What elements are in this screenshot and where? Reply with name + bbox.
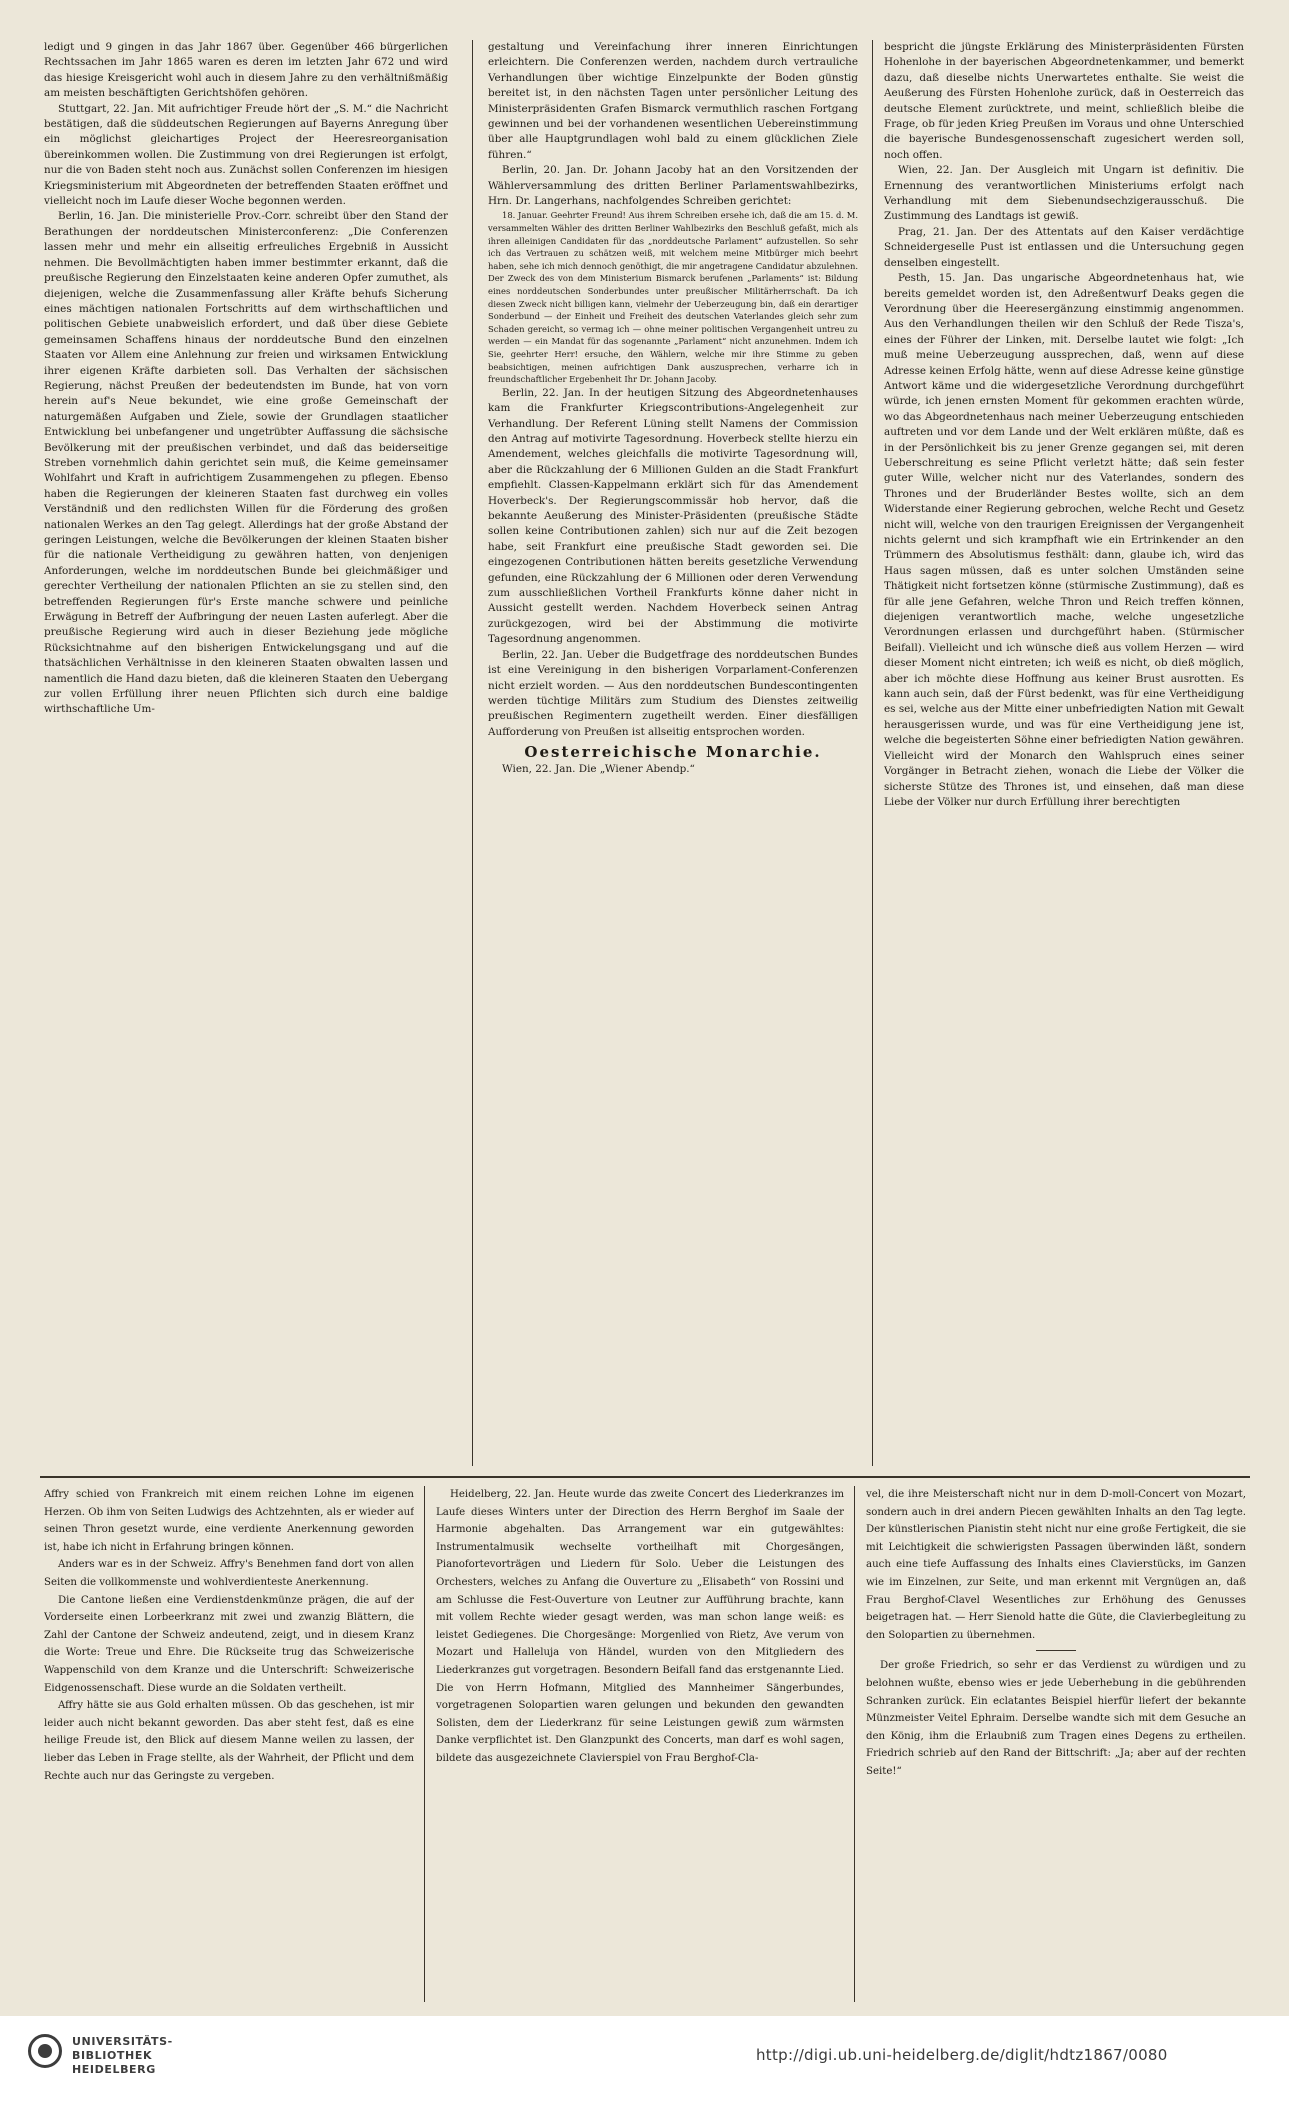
logo-line: HEIDELBERG <box>72 2063 156 2076</box>
paragraph: Berlin, 20. Jan. Dr. Johann Jacoby hat an den Vorsitzenden der Wählerversammlung des dritten Berliner Parlamentswahlbezirks, Hrn. Dr. Langerhans, nachfolgendes Schreiben gerichtet: <box>488 164 858 208</box>
paragraph: Wien, 22. Jan. Die „Wiener Abendp.“ <box>502 763 695 776</box>
column-divider <box>472 40 473 1466</box>
paragraph: gestaltung und Vereinfachung ihrer inneren Einrichtungen erleichtern. Die Conferenzen werden, nachdem durch vertrauliche Verhandlungen über wichtige Einzelpunkte der Boden günstig bereitet ist, in den nächsten Tagen unter persönlicher Leitung des Ministerpräsidenten Grafen Bismarck vermuthlich raschen Fortgang gewinnen und bei der vorhandenen wesentlichen Uebereinstimmung über alle Hauptgrundlagen wohl bald zu einem glücklichen Ziele führen.“ <box>488 41 858 161</box>
section-heading: Oesterreichische Monarchie. <box>524 743 822 762</box>
library-footer <box>0 2016 1289 2114</box>
paragraph: Die Cantone ließen eine Verdienstdenkmünze prägen, die auf der Vorderseite einen Lorbeerkranz mit zwei und zwanzig Blättern, die Zahl der Cantone der Schweiz andeutend, zeigt, und in diesem Kranz die Worte: Treue und Ehre. Die Rückseite trug das Schweizerische Wappenschild von dem Kranze und die Unterschrift: Schweizerische Eidgenossenschaft. Diese wurde an die Soldaten vertheilt. <box>44 1594 414 1694</box>
paragraph: Pesth, 15. Jan. Das ungarische Abgeordnetenhaus hat, wie bereits gemeldet worden ist, den Adreßentwurf Deaks gegen die Verordnung über die Heeresergänzung einstimmig angenommen. Aus den Verhandlungen theilen wir den Schluß der Rede Tisza's, eines der Führer der Linken, mit. Derselbe lautet wie folgt: „Ich muß meine Ueberzeugung aussprechen, daß, wenn auf diese Adresse keinen Erfolg hätte, wenn auf diese Adresse keine günstige Antwort käme und die widergesetzliche Verordnung durchgeführt würde, ich jenen ernsten Moment für gekommen erachten würde, wo das Abgeordnetenhaus nach meiner Ueberzeugung entschieden auftreten und vor dem Lande und der Welt erklären müßte, daß es in der Persönlichkeit bis zu jener Grenze gegangen sei, mit deren Ueberschreitung es seine Pflicht verletzt hätte; daß sein fester guter Wille, welcher nicht nur des Vaterlandes, sondern des Thrones und der Bruderländer Bestes wollte, sich an dem Widerstande einer Regierung gebrochen, welche Recht und Gesetz nicht will, welche von den traurigen Ereignissen der Vergangenheit nichts gelernt und sich krampfhaft wie ein Ertrinkender an den Trümmern des Absolutismus festhält: dann, glaube ich, wird das Haus sagen müssen, daß es unter solchen Umständen seine Thätigkeit nicht fortsetzen könne (stürmische Zustimmung), daß es für alle jene Gefahren, welche Thron und Reich treffen können, diejenigen verantwortlich mache, welche ungesetzliche Verordnungen erlassen und durchgeführt haben. (Stürmischer Beifall). Vielleicht und ich wünsche dieß aus vollem Herzen — wird dieser Moment nicht eintreten; ich weiß es nicht, ob dieß möglich, aber ich möchte diese Hoffnung aus keiner Brust ausrotten. Es kann auch sein, daß der Fürst bedenkt, was für eine Vertheidigung es sei, welche aus der Mitte einer unbefriedigten Nation mit Gewalt herausgerissen wurde, und was für eine Vertheidigung jene ist, welche die begeisterten Söhne einer befriedigten Nation gewähren. Vielleicht wird der Monarch den Wahlspruch eines seiner Vorgänger in Betracht ziehen, wonach die Liebe der Völker die sicherste Stütze des Thrones ist, und einsehen, daß man diese Liebe der Völker nur durch Erfüllung ihrer berechtigten <box>884 272 1244 808</box>
paragraph: vel, die ihre Meisterschaft nicht nur in dem D-moll-Concert von Mozart, sondern auch in drei andern Piecen gewählten Inhalts an den Tag legte. Der künstlerischen Pianistin steht nicht nur eine große Fertigkeit, die sie mit Leichtigkeit die schwierigsten Passagen überwinden läßt, sondern auch eine tiefe Auffassung des Inhalts eines Clavierstücks, im Ganzen wie im Einzelnen, zur Seite, und man erkennt mit Vergnügen an, daß Frau Berghof-Clavel Wesentliches zur Erhöhung des Genusses beigetragen hat. — Herr Sienold hatte die Güte, die Clavierbegleitung zu den Solopartien zu übernehmen. <box>866 1489 1246 1641</box>
jacoby-letter: 18. Januar. Geehrter Freund! Aus ihrem Schreiben ersehe ich, daß die am 15. d. M. versammelten Wähler des dritten Berliner Wahlbezirks den Beschluß gefaßt, mich als ihren alleinigen Candidaten für das „norddeutsche Parlament“ aufzustellen. So sehr ich das Vertrauen zu schätzen weiß, mit welchem meine Mitbürger mich beehrt haben, sehe ich mich dennoch genöthigt, die mir angetragene Candidatur abzulehnen. Der Zweck des von dem Ministerium Bismarck berufenen „Parlaments“ ist: Bildung eines norddeutschen Sonderbundes unter preußischer Militärherrschaft. Da ich diesen Zweck nicht billigen kann, vielmehr der Ueberzeugung bin, daß ein derartiger Sonderbund — der Einheit und Freiheit des deutschen Vaterlandes gleich sehr zum Schaden gereicht, so vermag ich — ohne meiner politischen Vergangenheit untreu zu werden — ein Mandat für das sogenannte „Parlament“ nicht anzunehmen. Indem ich Sie, geehrter Herr! ersuche, den Wählern, welche mir ihre Stimme zu geben beabsichtigen, meinen aufrichtigen Dank auszusprechen, verharre ich in freundschaftlicher Ergebenheit Ihr Dr. Johann Jacoby. <box>488 210 858 385</box>
library-logo-icon <box>28 2034 62 2068</box>
paragraph: Prag, 21. Jan. Der des Attentats auf den Kaiser verdächtige Schneidergeselle Pust ist entlassen und die Untersuchung gegen denselben eingestellt. <box>884 225 1244 269</box>
paragraph: Der große Friedrich, so sehr er das Verdienst zu würdigen und zu belohnen wußte, ebenso wies er jede Ueberhebung in die gebührenden Schranken zurück. Ein eclatantes Beispiel hierfür liefert der bekannte Münzmeister Veitel Ephraim. Derselbe wandte sich mit dem Gesuche an den König, ihm die Erlaubniß zum Tragen eines Degens zu ertheilen. Friedrich schrieb auf den Rand der Bittschrift: „Ja; aber auf der rechten Seite!“ <box>866 1660 1246 1777</box>
paragraph: Anders war es in der Schweiz. Affry's Benehmen fand dort von allen Seiten die vollkommenste und wohlverdienteste Anerkennung. <box>44 1559 414 1588</box>
paragraph: bespricht die jüngste Erklärung des Ministerpräsidenten Fürsten Hohenlohe in der bayerischen Abgeordnetenkammer, und bemerkt dazu, daß dieselbe nichts Unerwartetes enthalte. Sie weist die Aeußerung des Fürsten Hohenlohe zurück, daß in Oesterreich das deutsche Element zurücktrete, und meint, schließlich bleibe die Frage, ob für jeden Krieg Preußen im Voraus und ohne Unterschied die bayerische Bundesgenossenschaft zugesichert werden soll, noch offen. <box>884 41 1244 161</box>
column-3 <box>884 40 1244 1466</box>
paragraph: Berlin, 22. Jan. In der heutigen Sitzung des Abgeordnetenhauses kam die Frankfurter Kriegscontributions-Angelegenheit zur Verhandlung. Der Referent Lüning stellt Namens der Commission den Antrag auf motivirte Tagesordnung. Hoverbeck stellte hierzu ein Amendement, welches gleichfalls die motivirte Tagesordnung will, aber die Rückzahlung der 6 Millionen Gulden an die Stadt Frankfurt empfiehlt. Classen-Kappelmann erklärt sich für das Amendement Hoverbeck's. Der Regierungscommissär hob hervor, daß die bekannte Aeußerung des Minister-Präsidenten (preußische Städte sollen keine Contributionen zahlen) sich nur auf die Zeit bezogen habe, seit Frankfurt eine preußische Stadt geworden sei. Die eingezogenen Contributionen hätten bereits gesetzliche Verwendung gefunden, eine Rückzahlung der 6 Millionen oder deren Verwendung zum ausschließlichen Vortheil Frankfurts könne daher nicht in Aussicht gestellt werden. Nachdem Hoverbeck seinen Antrag zurückgezogen, wird bei der Abstimmung die motivirte Tagesordnung angenommen. <box>488 386 858 646</box>
column-1 <box>44 40 448 1466</box>
paragraph: Berlin, 22. Jan. Ueber die Budgetfrage des norddeutschen Bundes ist eine Vereinigung in den bisherigen Vorparlament-Conferenzen nicht erzielt worden. — Aus den norddeutschen Bundescontingenten werden tüchtige Militärs zum Studium des Dienstes zeitweilig preußischen Regimentern zugetheilt werden. Einer diesfälligen Aufforderung von Preußen ist allseitig entsprochen worden. <box>488 648 858 738</box>
column-divider <box>872 40 873 1466</box>
short-divider <box>1036 1650 1076 1651</box>
feuilleton-column-2 <box>436 1486 844 2002</box>
column-divider <box>424 1486 425 2002</box>
column-2 <box>488 40 858 1466</box>
library-logo-text <box>72 2035 173 2077</box>
column-divider <box>854 1486 855 2002</box>
feuilleton-column-3 <box>866 1486 1246 2002</box>
feuilleton-column-1 <box>44 1486 414 2002</box>
paragraph: Affry hätte sie aus Gold erhalten müssen. Ob das geschehen, ist mir leider auch nicht bekannt geworden. Das aber steht fest, daß es eine heilige Freude ist, den Blick auf diesem Manne weilen zu lassen, der lieber das Leben in Frage stellte, als der Wahrheit, der Pflicht und dem Rechte auch nur das Geringste zu vergeben. <box>44 1700 414 1782</box>
paragraph: ledigt und 9 gingen in das Jahr 1867 über. Gegenüber 466 bürgerlichen Rechtssachen im Jahr 1865 waren es deren im letzten Jahr 672 und wird das hiesige Kreisgericht wohl auch in diesem Jahre zu den verhältnißmäßig am meisten beschäftigten Gerichtshöfen gehören. <box>44 41 448 100</box>
source-url[interactable]: http://digi.ub.uni-heidelberg.de/diglit/hdtz1867/0080 <box>756 2046 1168 2064</box>
feuilleton-separator <box>40 1476 1250 1478</box>
paragraph: Wien, 22. Jan. Der Ausgleich mit Ungarn ist definitiv. Die Ernennung des verantwortlichen Ministeriums erfolgt nach Verhandlung mit dem Siebenundsechzigerausschuß. Die Zustimmung des Landtags ist gewiß. <box>884 164 1244 223</box>
paragraph: Berlin, 16. Jan. Die ministerielle Prov.-Corr. schreibt über den Stand der Berathungen der norddeutschen Ministerconferenz: „Die Conferenzen lassen mehr und mehr ein allseitig erfreuliches Ergebniß in Aussicht nehmen. Die Bevollmächtigten haben immer bestimmter erkannt, daß die preußische Regierung den Einzelstaaten keine anderen Opfer zumuthet, als diejenigen, welche die Zusammenfassung aller Kräfte behufs Sicherung eines mächtigen nationalen Fortschritts auf dem wirthschaftlichen und politischen Gebiete unabweislich erfordert, und daß über diese Gebiete gemeinsamen Schaffens hinaus der norddeutsche Bund den einzelnen Staaten vor Allem eine Anlehnung zur freien und wirksamen Entwicklung ihrer eigenen Kräfte darbieten soll. Das Verhalten der sächsischen Regierung, nächst Preußen der bedeutendsten im Bunde, hat von vorn herein auf's Neue bekundet, wie eine große Gemeinschaft der naturgemäßen Aufgaben und Ziele, sowie der Grundlagen staatlicher Entwicklung bei unbefangener und ungetrübter Auffassung die sächsische Bevölkerung mit der preußischen verbindet, und daß das beiderseitige Streben vornehmlich dahin gerichtet sein muß, die Keime gemeinsamer Wohlfahrt und Kraft in aufrichtigem Zusammengehen zu pflegen. Ebenso haben die Regierungen der kleineren Staaten fast durchweg ein volles Verständniß und den redlichsten Willen für die Förderung des großen nationalen Werkes an den Tag gelegt. Allerdings hat der große Abstand der geringen Leistungen, welche die Bevölkerungen der kleinen Staaten bisher für die nationale Vertheidigung zu gewähren hatten, von denjenigen Anforderungen, welche im norddeutschen Bunde bei gleichmäßiger und gerechter Vertheilung der nationalen Pflichten an sie zu stellen sind, den betreffenden Regierungen für's Erste manche schwere und peinliche Erwägung in Betreff der Aufbringung der neuen Lasten auferlegt. Aber die preußische Regierung wird auch in dieser Beziehung jede mögliche Rücksichtnahme auf den bisherigen Entwickelungsgang und auf die thatsächlichen Verhältnisse in den kleineren Staaten obwalten lassen und namentlich die Hand dazu bieten, daß die kleineren Staaten den Uebergang zur vollen Erfüllung ihrer neuen Pflichten sich durch eine baldige wirthschaftliche Um- <box>44 210 448 716</box>
paragraph: Heidelberg, 22. Jan. Heute wurde das zweite Concert des Liederkranzes im Laufe dieses Winters unter der Direction des Herrn Berghof im Saale der Harmonie abgehalten. Das Arrangement war ein gutgewähltes: Instrumentalmusik wechselte vortheilhaft mit Chorgesängen, Pianofortevorträgen und Liedern für Solo. Ueber die Leistungen des Orchesters, welches zu Anfang die Ouverture zu „Elisabeth“ von Rossini und am Schlusse die Fest-Ouverture von Leutner zur Aufführung brachte, kann mit vollem Rechte wieder gesagt werden, was man schon lange weiß: es leistet Gediegenes. Die Chorgesänge: Morgenlied von Rietz, Ave verum von Mozart und Halleluja von Händel, wurden von den Mitgliedern des Liederkranzes gut vorgetragen. Besondern Beifall fand das erstgenannte Lied. Die von Herrn Hofmann, Mitglied des Mannheimer Sängerbundes, vorgetragenen Solopartien waren gelungen und bekunden den gewandten Solisten, dem der Liederkranz für seine Leistungen gewiß zum wärmsten Danke verpflichtet ist. Den Glanzpunkt des Concerts, man darf es wohl sagen, bildete das ausgezeichnete Clavierspiel von Frau Berghof-Cla- <box>436 1489 844 1764</box>
paragraph: Stuttgart, 22. Jan. Mit aufrichtiger Freude hört der „S. M.“ die Nachricht bestätigen, daß die süddeutschen Regierungen auf Bayerns Anregung über ein möglichst gleichartiges Project der Heeresreorganisation übereinkommen wollen. Die Zustimmung von drei Regierungen ist erfolgt, nur die von Baden steht noch aus. Zunächst sollen Conferenzen im hiesigen Kriegsministerium mit Abgeordneten der betreffenden Staaten eröffnet und vielleicht noch im Laufe dieser Woche begonnen werden. <box>44 102 448 208</box>
paragraph: Affry schied von Frankreich mit einem reichen Lohne im eigenen Herzen. Ob ihm von Seiten Ludwigs des Achtzehnten, als er wieder auf seinen Thron gesetzt wurde, eine verdiente Anerkennung geworden ist, habe ich nicht in Erfahrung bringen können. <box>44 1489 414 1553</box>
logo-line: BIBLIOTHEK <box>72 2049 153 2062</box>
logo-line: UNIVERSITÄTS- <box>72 2035 173 2048</box>
